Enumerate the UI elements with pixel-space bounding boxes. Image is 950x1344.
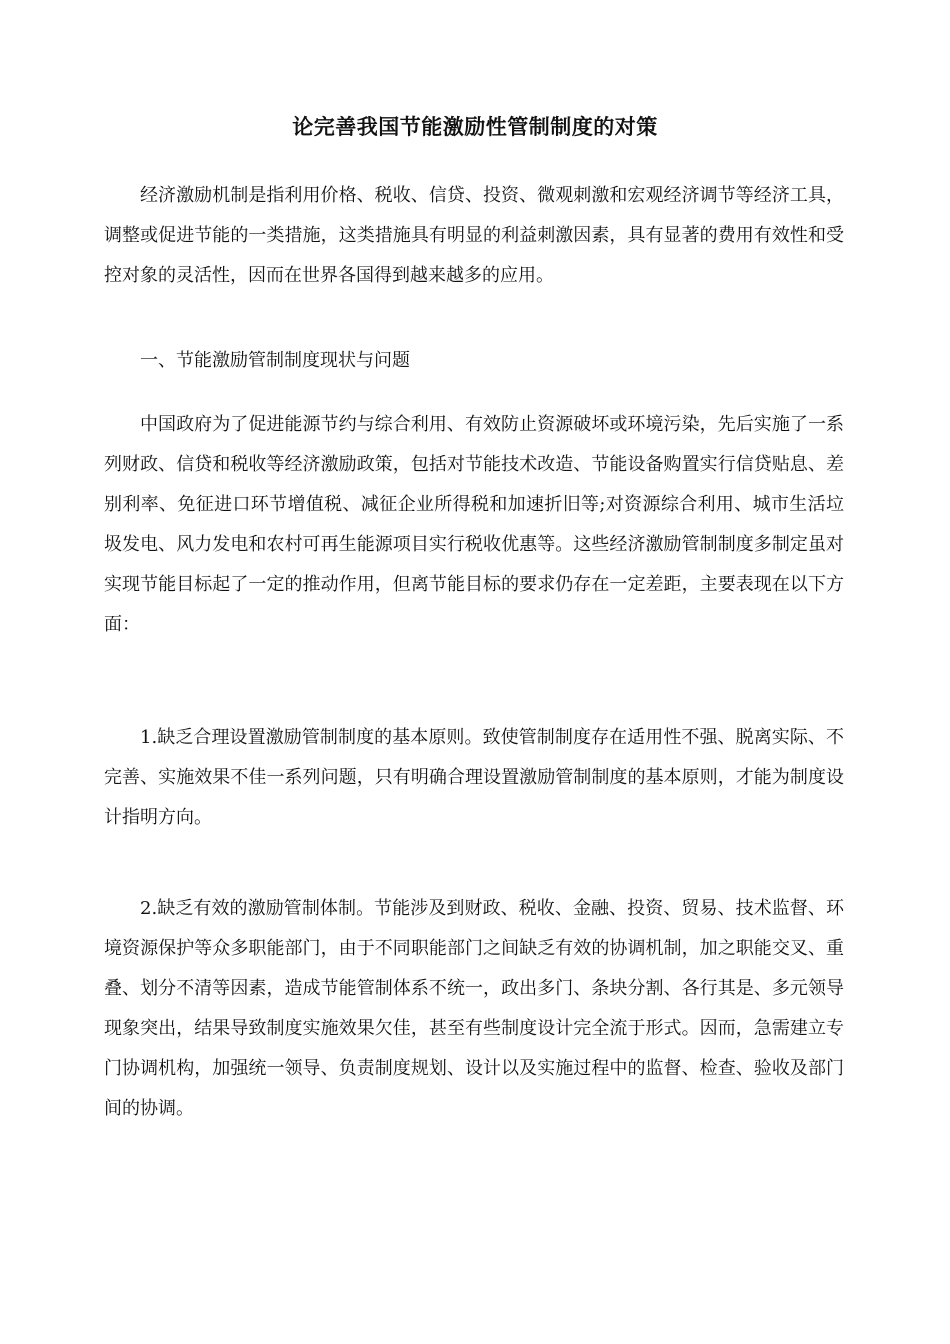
status-paragraph: 中国政府为了促进能源节约与综合利用、有效防止资源破坏或环境污染，先后实施了一系列财政、信贷和税收等经济激励政策，包括对节能技术改造、节能设备购置实行信贷贴息、差别利率、免征进口环节增值税、减征企业所得税和加速折旧等;对资源综合利用、城市生活垃圾发电、风力发电和农村可再生能源项目实行税收优惠等。这些经济激励管制制度多制定虽对实现节能目标起了一定的推动作用，但离节能目标的要求仍存在一定差距，主要表现在以下方面： — [104, 414, 844, 635]
problem-2-paragraph: 2.缺乏有效的激励管制体制。节能涉及到财政、税收、金融、投资、贸易、技术监督、环境资源保护等众多职能部门，由于不同职能部门之间缺乏有效的协调机制，加之职能交叉、重叠、划分不清等因素，造成节能管制体系不统一，政出多门、条块分割、各行其是、多元领导现象突出，结果导致制度实施效果欠佳，甚至有些制度设计完全流于形式。因而，急需建立专门协调机构，加强统一领导、负责制度规划、设计以及实施过程中的监督、检查、验收及部门间的协调。 — [104, 898, 844, 1119]
section-heading: 一、节能激励管制制度现状与问题 — [140, 350, 410, 371]
document-title: 论完善我国节能激励性管制制度的对策 — [292, 115, 658, 139]
problem-1-paragraph: 1.缺乏合理设置激励管制制度的基本原则。致使管制制度存在适用性不强、脱离实际、不完善、实施效果不佳一系列问题，只有明确合理设置激励管制制度的基本原则，才能为制度设计指明方向。 — [104, 727, 844, 828]
intro-paragraph: 经济激励机制是指利用价格、税收、信贷、投资、微观刺激和宏观经济调节等经济工具，调整或促进节能的一类措施，这类措施具有明显的利益刺激因素，具有显著的费用有效性和受控对象的灵活性，因而在世界各国得到越来越多的应用。 — [104, 185, 844, 286]
